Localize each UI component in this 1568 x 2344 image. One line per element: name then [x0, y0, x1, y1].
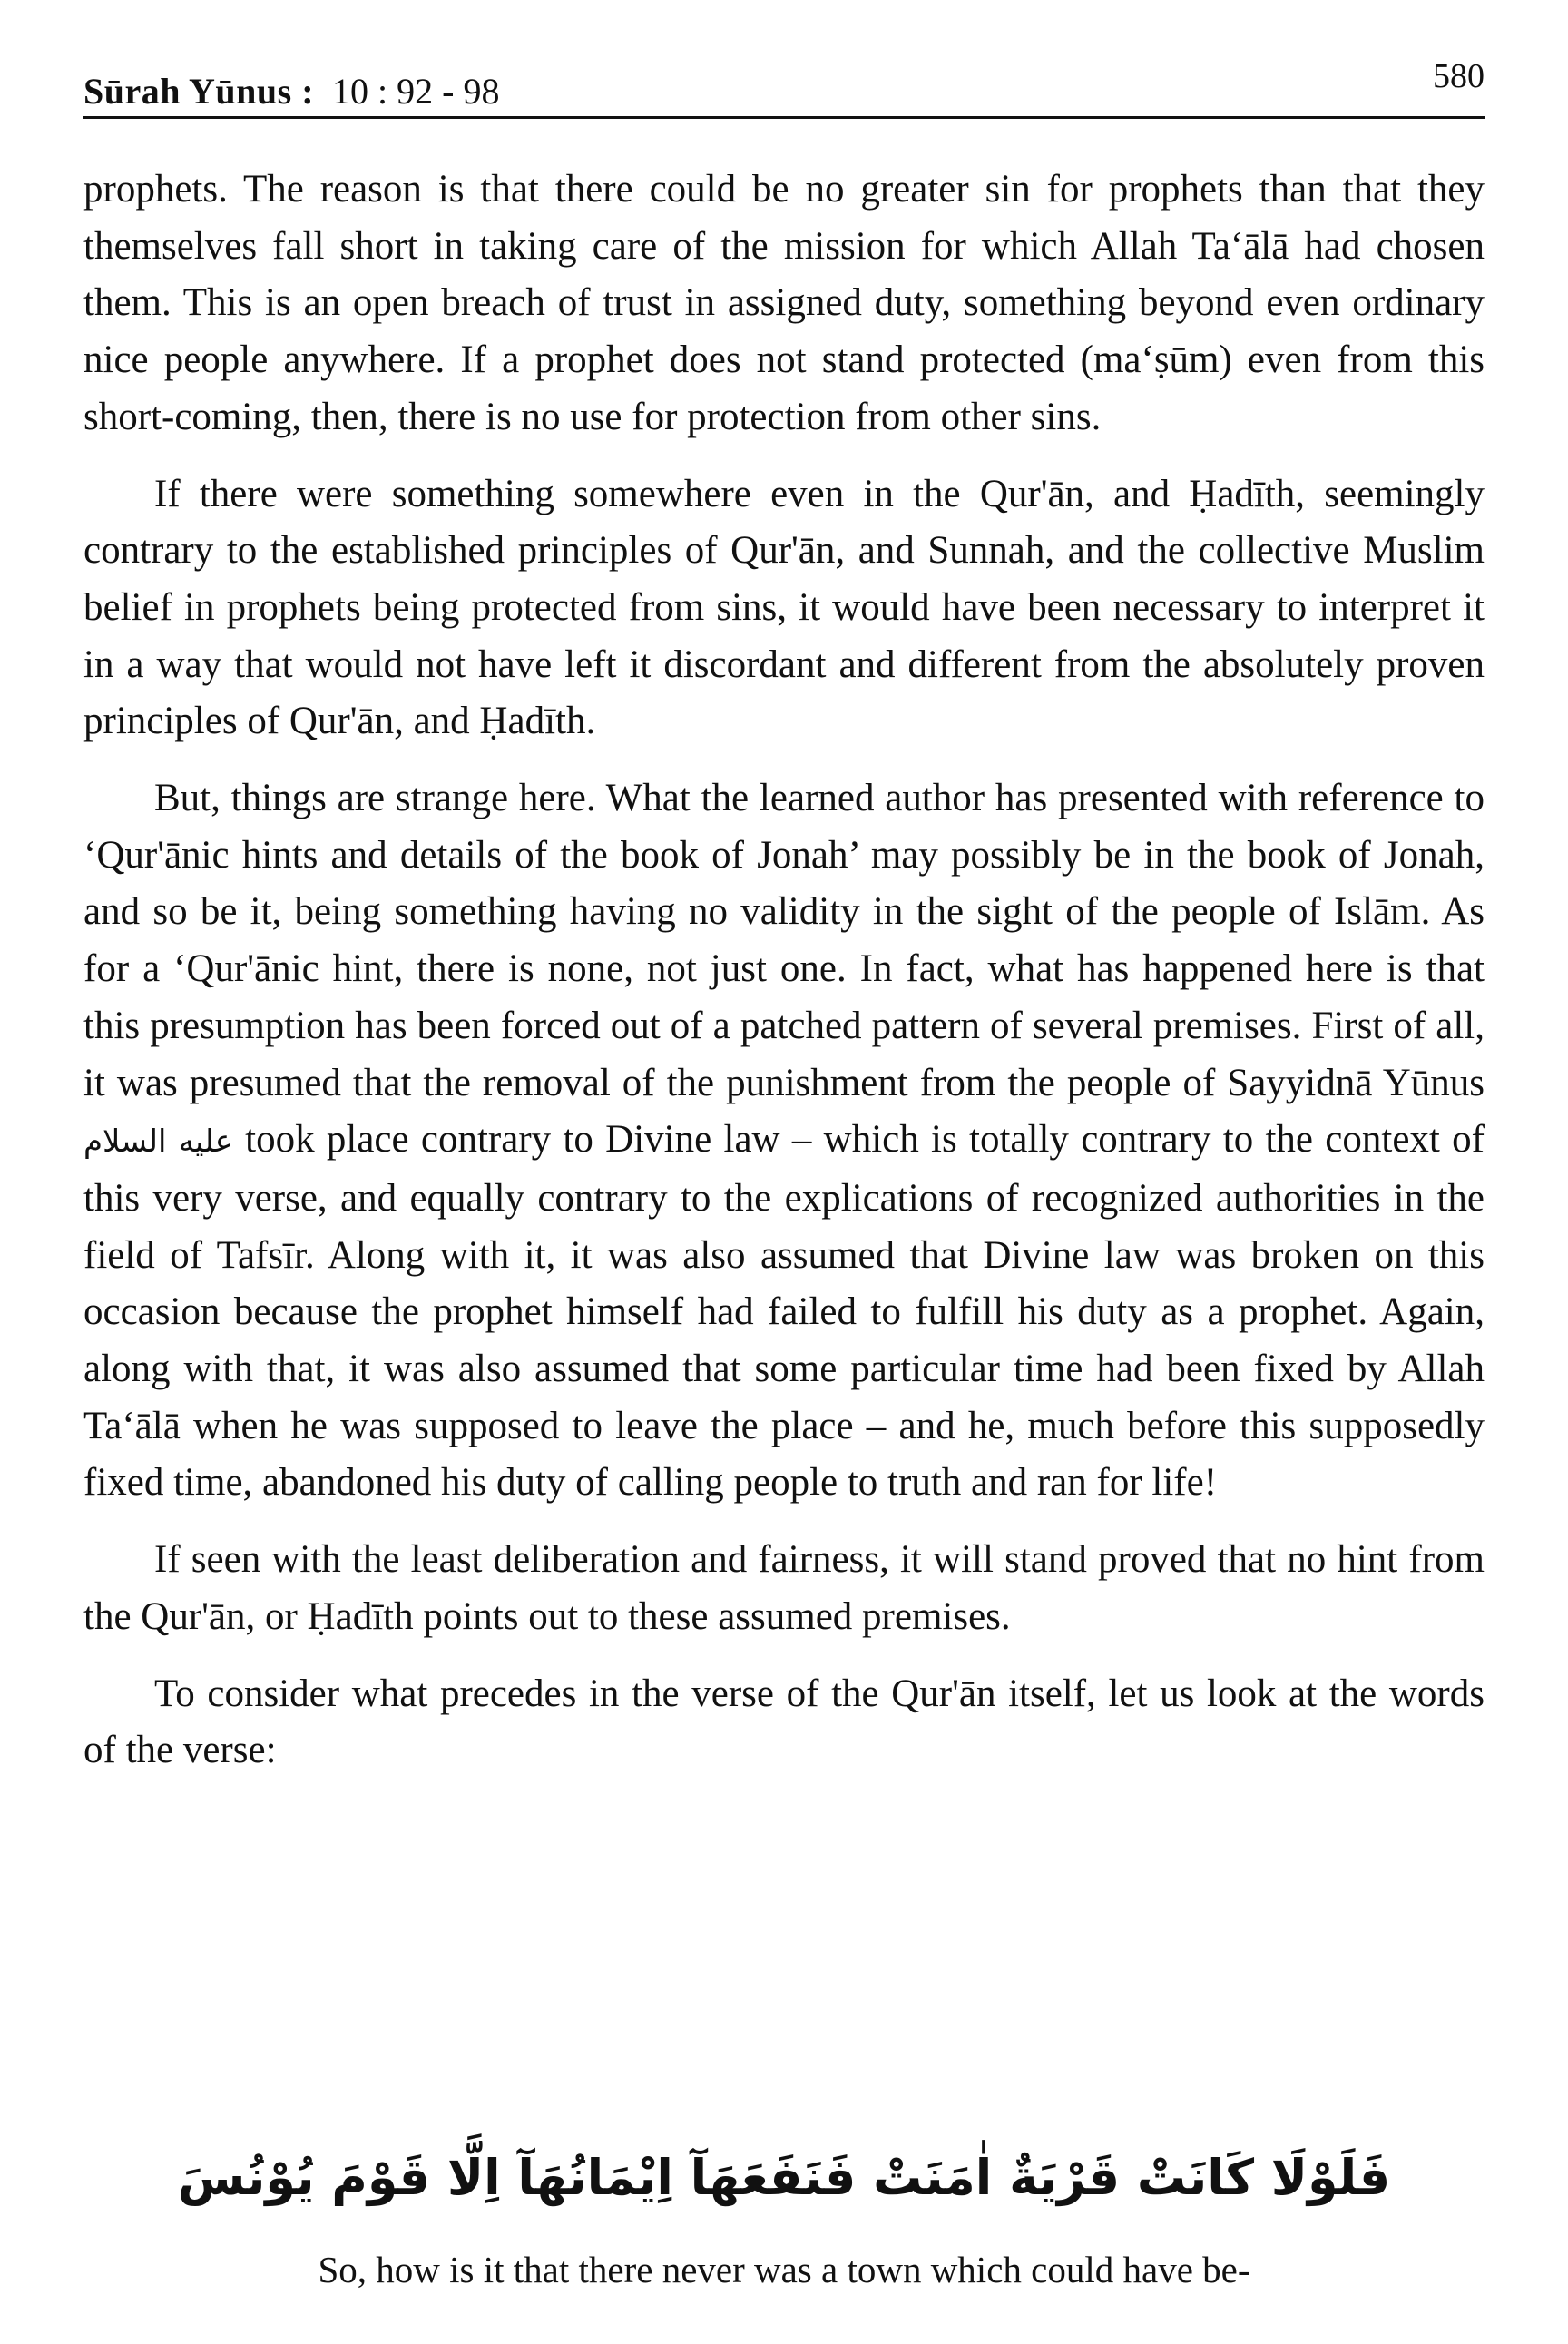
paragraph-no-hint: If seen with the least deliberation and fairness, it will stand proved that no hint from the Qur'ān, or Ḥadīth points out to these assumed premises.	[83, 1538, 1485, 1638]
paragraph-interpretation-principle: If there were something somewhere even in the Qur'ān, and Ḥadīth, seemingly contrary to the established principles of Qur'ān, and Sunnah, and the collective Muslim belief in prophets being protected from sins, it would have been necessary to interpret it in a way that would not have left it discordant and different from the absolutely proven principles of Qur'ān, and Ḥadīth.	[83, 472, 1485, 743]
body-text	[83, 162, 1485, 1780]
inline-arabic-phrase: عليه السلام	[83, 1123, 233, 1161]
page-header	[83, 56, 1485, 122]
paragraph-text-after-arabic: took place contrary to Divine law – which is totally contrary to the context of this very verse, and equally contrary to the explications of recognized authorities in the field of Tafsīr. Along with it, it was also assumed that Divine law was broken on this occasion because the prophet himself had failed to fulfill his duty as a prophet. Again, along with that, it was also assumed that some particular time had been fixed by Allah Ta‘ālā when he was supposed to leave the place – and he, much before this supposedly fixed time, abandoned his duty of calling people to truth and ran for life!	[83, 1118, 1485, 1505]
surah-title: Sūrah Yūnus :	[83, 71, 315, 112]
paragraph-strange-presumption	[83, 770, 1485, 1512]
page-number: 580	[1433, 57, 1485, 95]
paragraph-text-before-arabic: But, things are strange here. What the learned author has presented with reference to ‘Qur'ānic hints and details of the book of Jonah’ may possibly be in the book of Jonah, and so be it, being something having no validity in the sight of the people of Islām. As for a ‘Qur'ānic hint, there is none, not just one. In fact, what has happened here is that this presumption has been forced out of a patched pattern of several premises. First of all, it was presumed that the removal of the punishment from the people of Sayyidnā Yūnus	[83, 777, 1485, 1104]
verse-range: 10 : 92 - 98	[332, 71, 500, 112]
verse-translation-line: So, how is it that there never was a town which could have be-	[318, 2249, 1250, 2290]
paragraph-continuation: prophets. The reason is that there could be no greater sin for prophets than that they themselves fall short in taking care of the mission for which Allah Ta‘ālā had chosen them. This is an open breach of trust in assigned duty, something beyond even ordinary nice people anywhere. If a prophet does not stand protected (ma‘ṣūm) even from this short-coming, then, there is no use for protection from other sins.	[83, 168, 1485, 438]
arabic-verse: فَلَوْلَا كَانَتْ قَرْيَةٌ اٰمَنَتْ فَنَفَعَهَآ اِيْمَانُهَآ اِلَّا قَوْمَ يُوْنُسَ	[177, 2149, 1391, 2206]
paragraph-verse-intro: To consider what precedes in the verse of the Qur'ān itself, let us look at the words of the verse:	[83, 1672, 1485, 1772]
running-head	[83, 71, 499, 113]
header-rule	[83, 116, 1485, 119]
